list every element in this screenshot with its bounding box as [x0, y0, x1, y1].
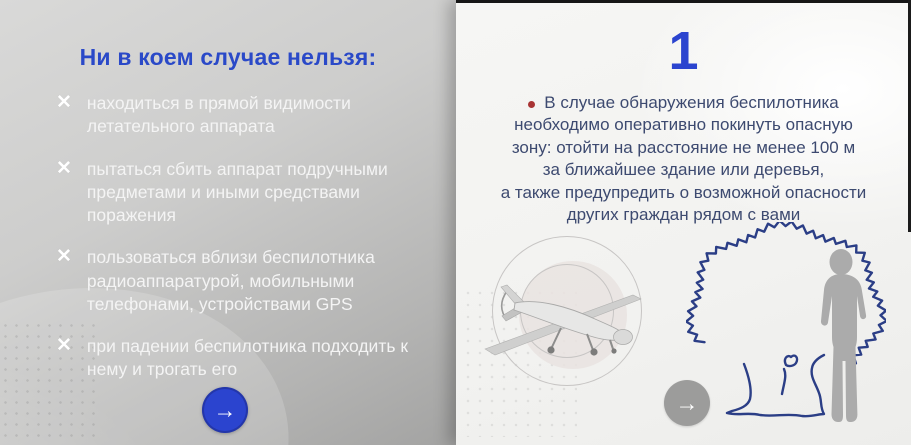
text-line — [466, 92, 901, 114]
list-item-text: пользоваться вблизи беспилотника радиоаппаратурой, мобильными телефонами, устройствами GPS — [86, 247, 375, 314]
x-icon: ✕ — [56, 157, 72, 179]
step-one-panel — [456, 0, 911, 445]
next-button[interactable] — [202, 387, 248, 433]
text-line: других граждан рядом с вами — [566, 205, 801, 225]
prohibitions-list — [56, 92, 420, 382]
text-line: за ближайшее здание или деревья, — [542, 160, 825, 180]
text-line: необходимо оперативно покинуть опасную — [514, 115, 853, 135]
instruction-text — [466, 92, 901, 227]
list-item-text: пытаться сбить аппарат подручными предметами и иными средствами поражения — [86, 158, 388, 226]
text-line-content: В случае обнаружения беспилотника — [544, 93, 839, 112]
x-icon: ✕ — [56, 92, 72, 113]
step-number: 1 — [668, 21, 699, 81]
person-silhouette-icon — [808, 248, 870, 432]
page-title: Ни в коем случае нельзя: — [79, 44, 377, 70]
text-line: зону: отойти на расстояние не менее 100 м — [511, 137, 856, 157]
text-line: а также предупредить о возможной опасности — [500, 182, 867, 202]
list-item-text: при падении беспилотника подходить к нему и трогать его — [86, 336, 408, 380]
photo-edge-top — [456, 0, 911, 3]
arrow-right-icon: → — [213, 396, 237, 423]
x-icon: ✕ — [56, 246, 72, 268]
list-item — [56, 92, 420, 139]
list-item — [56, 246, 420, 316]
x-icon: ✕ — [56, 335, 72, 357]
list-item-text: находиться в прямой видимости летательного аппарата — [86, 93, 351, 137]
arrow-right-icon: → — [675, 389, 699, 416]
red-bullet-icon — [528, 101, 535, 108]
drone-uav-icon — [483, 283, 649, 367]
list-item — [56, 158, 420, 228]
list-item — [56, 335, 420, 382]
